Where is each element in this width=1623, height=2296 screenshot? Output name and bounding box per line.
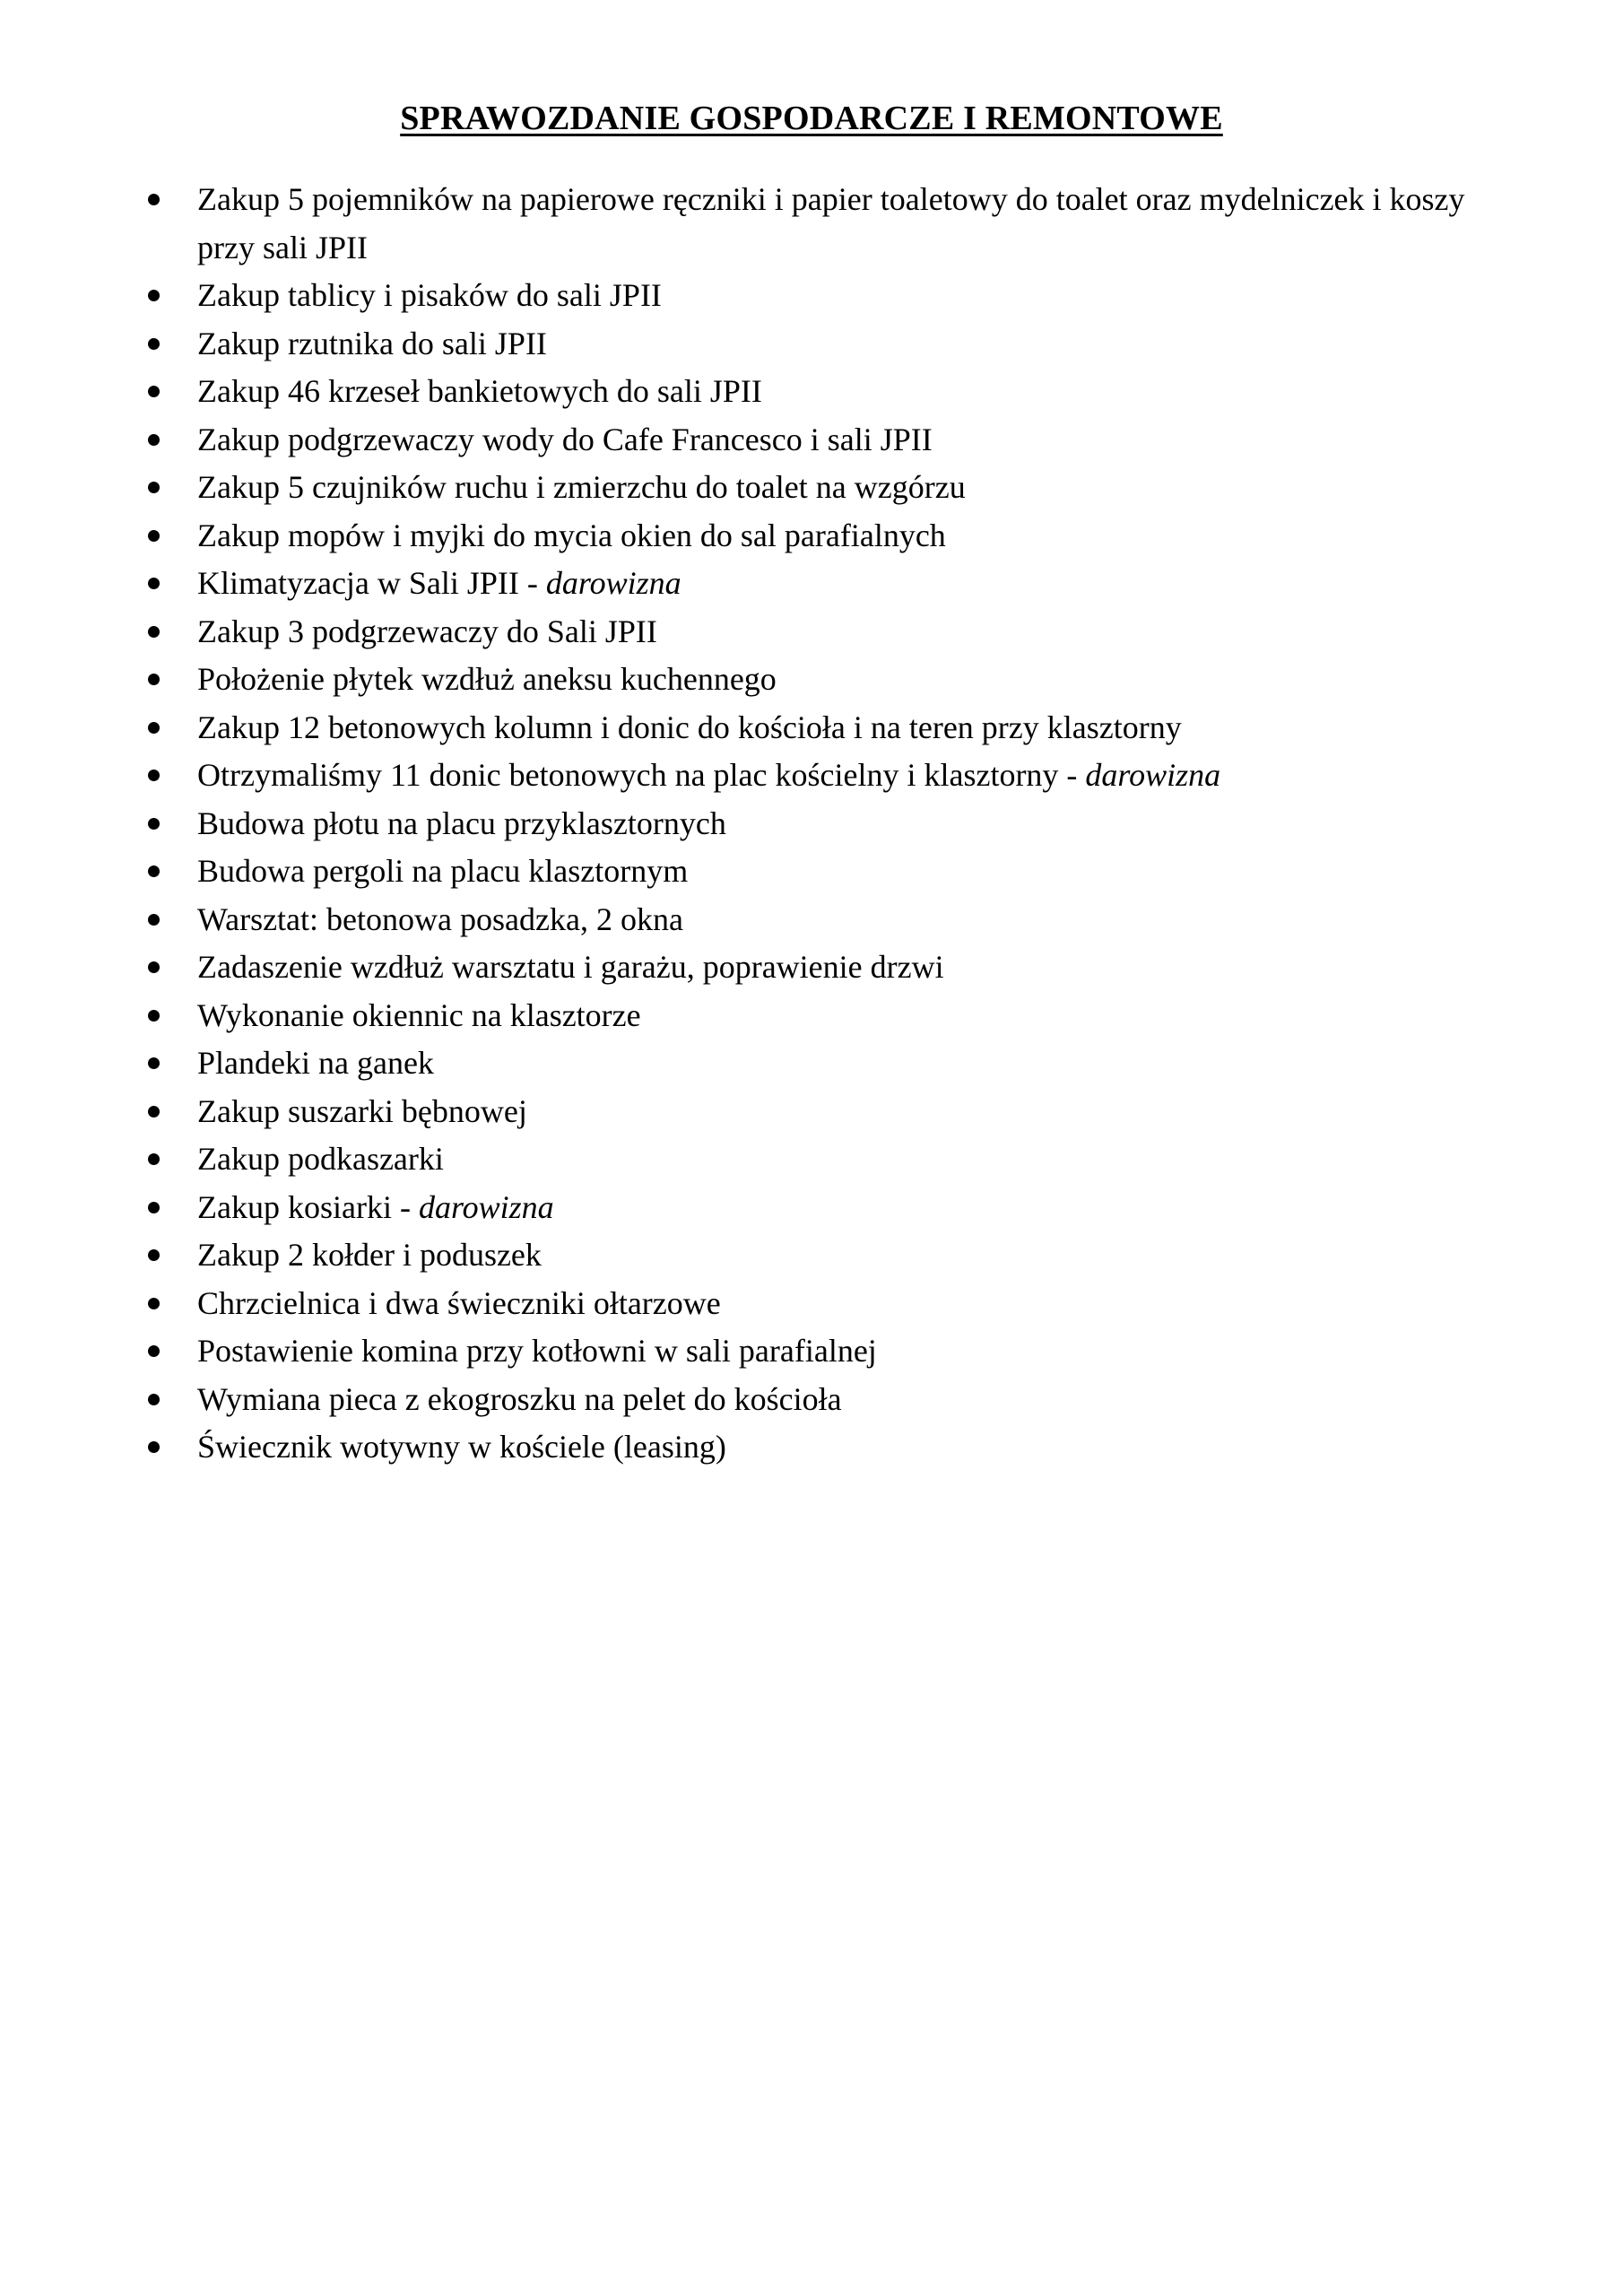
- list-item-text: Zakup mopów i myjki do mycia okien do sal parafialnych: [197, 517, 946, 553]
- bullet-icon: [148, 722, 160, 734]
- list-item-text: Świecznik wotywny w kościele (leasing): [197, 1429, 726, 1465]
- list-item-text: Zakup 2 kołder i poduszek: [197, 1237, 542, 1273]
- bullet-icon: [148, 1249, 160, 1261]
- bullet-icon: [148, 386, 160, 397]
- list-item: [0, 464, 1623, 512]
- list-item: [0, 1039, 1623, 1088]
- list-item: [0, 704, 1623, 752]
- list-item-note: darowizna: [1085, 757, 1221, 793]
- list-item-text: Plandeki na ganek: [197, 1045, 434, 1081]
- bullet-icon: [148, 1441, 160, 1453]
- bullet-icon: [148, 1298, 160, 1309]
- bullet-icon: [148, 818, 160, 830]
- list-item-text: Położenie płytek wzdłuż aneksu kuchennego: [197, 661, 777, 697]
- bullet-icon: [148, 626, 160, 638]
- list-item-note: darowizna: [418, 1188, 554, 1225]
- list-item: [0, 176, 1623, 272]
- list-item: [0, 272, 1623, 320]
- list-item: [0, 416, 1623, 465]
- bullet-icon: [148, 865, 160, 877]
- bullet-icon: [148, 914, 160, 926]
- list-item-text: Zakup tablicy i pisaków do sali JPII: [197, 277, 662, 313]
- list-item: [0, 1135, 1623, 1184]
- list-item: [0, 896, 1623, 944]
- list-item-text: Zakup 5 czujników ruchu i zmierzchu do toalet na wzgórzu: [197, 469, 966, 505]
- bullet-icon: [148, 1345, 160, 1357]
- list-item-text: Zakup 3 podgrzewaczy do Sali JPII: [197, 613, 657, 649]
- list-item: [0, 800, 1623, 848]
- list-item: [0, 656, 1623, 704]
- list-item-text: Zakup podkaszarki: [197, 1141, 444, 1177]
- bullet-icon: [148, 770, 160, 781]
- bullet-list: [0, 176, 1623, 1472]
- list-item-text: Zakup 5 pojemników na papierowe ręczniki i papier toaletowy do toalet oraz mydelniczek i koszy przy sali JPII: [197, 181, 1465, 265]
- bullet-icon: [148, 482, 160, 493]
- bullet-icon: [148, 1153, 160, 1165]
- list-item-text: Zakup 46 krzeseł bankietowych do sali JPII: [197, 373, 762, 409]
- list-item: [0, 512, 1623, 561]
- list-item-text: Zakup 12 betonowych kolumn i donic do kościoła i na teren przy klasztorny: [197, 709, 1182, 745]
- list-item: [0, 368, 1623, 416]
- document-title: SPRAWOZDANIE GOSPODARCZE I REMONTOWE: [400, 100, 1223, 137]
- bullet-icon: [148, 1057, 160, 1069]
- list-item: [0, 608, 1623, 657]
- list-item-text: Zakup rzutnika do sali JPII: [197, 325, 547, 361]
- list-item-text: Postawienie komina przy kotłowni w sali parafialnej: [197, 1333, 877, 1369]
- list-item: [0, 1280, 1623, 1328]
- list-item-text: Wymiana pieca z ekogroszku na pelet do kościoła: [197, 1380, 842, 1417]
- bullet-icon: [148, 194, 160, 205]
- list-item-text: Budowa płotu na placu przyklasztornych: [197, 804, 726, 841]
- bullet-icon: [148, 961, 160, 973]
- list-item: [0, 320, 1623, 369]
- bullet-icon: [148, 338, 160, 350]
- bullet-icon: [148, 1202, 160, 1213]
- list-item-text: Klimatyzacja w Sali JPII -: [197, 565, 546, 601]
- list-item: [0, 752, 1623, 800]
- list-item: [0, 1231, 1623, 1280]
- list-item-text: Warsztat: betonowa posadzka, 2 okna: [197, 900, 683, 937]
- list-item-text: Zakup podgrzewaczy wody do Cafe Francesco i sali JPII: [197, 421, 933, 457]
- list-item-text: Otrzymaliśmy 11 donic betonowych na plac kościelny i klasztorny -: [197, 757, 1086, 793]
- list-item: [0, 848, 1623, 896]
- list-item: [0, 1088, 1623, 1136]
- list-item: [0, 560, 1623, 608]
- list-item-text: Wykonanie okiennic na klasztorze: [197, 996, 641, 1033]
- list-item-text: Budowa pergoli na placu klasztornym: [197, 853, 689, 889]
- list-item-text: Zakup kosiarki -: [197, 1188, 419, 1225]
- list-item-text: Chrzcielnica i dwa świeczniki ołtarzowe: [197, 1284, 721, 1321]
- list-item: [0, 1184, 1623, 1232]
- list-item: [0, 1376, 1623, 1424]
- bullet-icon: [148, 578, 160, 589]
- bullet-icon: [148, 530, 160, 542]
- list-item: [0, 1423, 1623, 1472]
- list-item: [0, 992, 1623, 1040]
- bullet-icon: [148, 674, 160, 685]
- bullet-icon: [148, 434, 160, 446]
- list-item-text: Zadaszenie wzdłuż warsztatu i garażu, poprawienie drzwi: [197, 949, 944, 985]
- bullet-icon: [148, 1394, 160, 1405]
- bullet-icon: [148, 1106, 160, 1118]
- list-item: [0, 1327, 1623, 1376]
- list-item-text: Zakup suszarki bębnowej: [197, 1092, 527, 1129]
- bullet-icon: [148, 290, 160, 301]
- list-item: [0, 944, 1623, 992]
- list-item-note: darowizna: [545, 565, 681, 601]
- bullet-icon: [148, 1010, 160, 1022]
